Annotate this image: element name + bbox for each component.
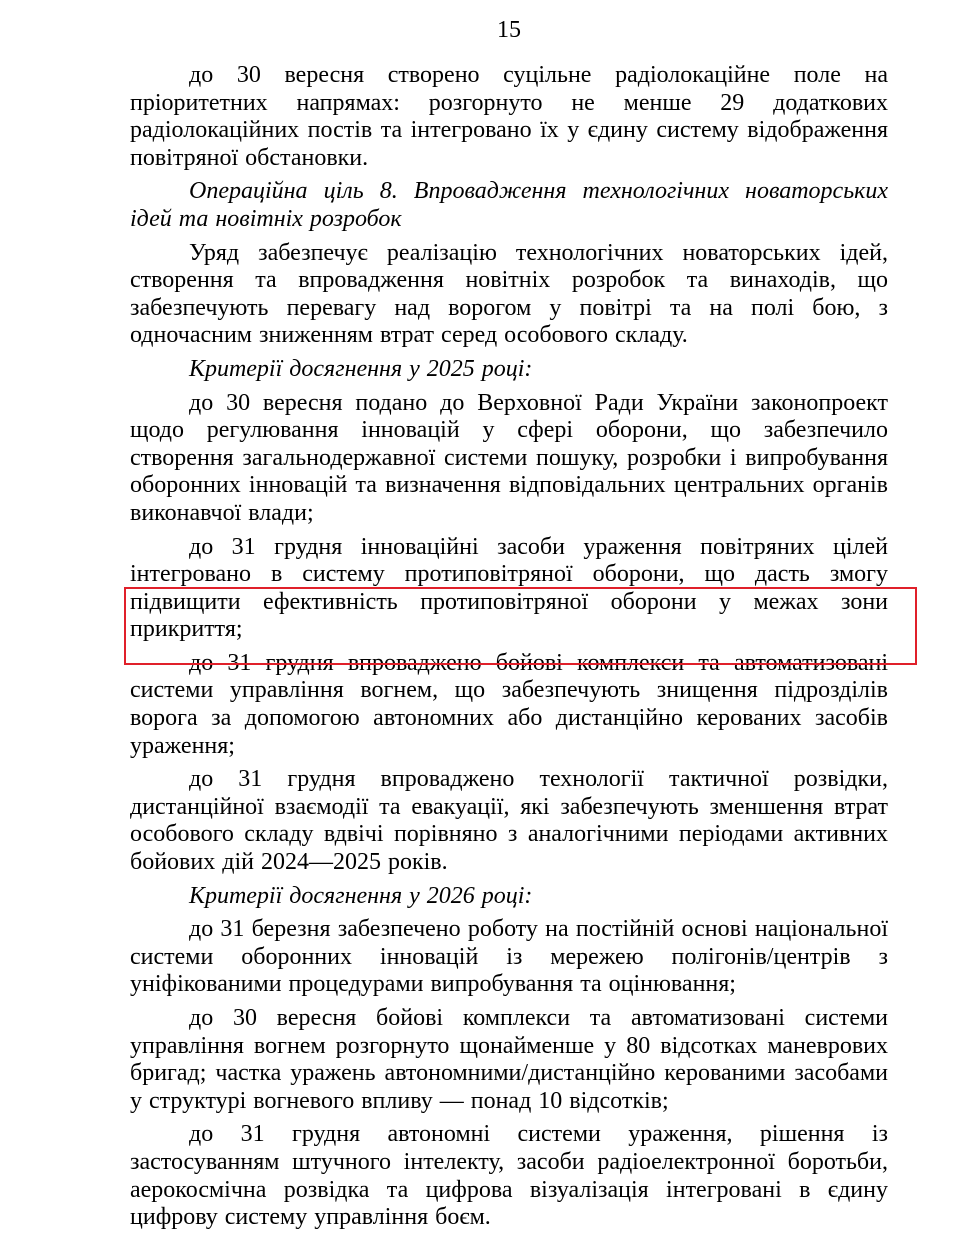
paragraph-innovation-bill: до 30 вересня подано до Верховної Ради України законопроект щодо регулювання інновацій у сфері оборони, що забезпечило створення загальнодержавної системи пошуку, розробки і випробування оборонних інновацій та визначення відповідальних центральних органів виконавчої влади; — [130, 389, 888, 526]
criteria-2025-heading: Критерії досягнення у 2025 році: — [189, 355, 533, 382]
paragraph-air-defense-integration: до 31 грудня інноваційні засоби ураження повітряних цілей інтегровано в систему протиповітряної оборони, що дасть змогу підвищити ефективність протиповітряної оборони у межах зони прикриття; — [130, 533, 888, 643]
page-number: 15 — [497, 17, 521, 43]
paragraph-digital-battle-management: до 31 грудня автономні системи ураження, рішення із застосуванням штучного інтелекту, засоби радіоелектронної боротьби, аерокосмічна розвідка та цифрова візуалізація інтегровані в єдину цифрову систему управління боєм. — [130, 1121, 888, 1231]
operational-goal-8-heading: Операційна ціль 8. Впровадження технологічних новаторських ідей та новітніх розробок — [130, 178, 888, 232]
paragraph-radar-field: до 30 вересня створено суцільне радіолокаційне поле на пріоритетних напрямах: розгорнуто не менше 29 додаткових радіолокаційних постів та інтегровано їх у єдину систему відображення повітряної обстановки. — [130, 62, 888, 171]
paragraph-government-innovation: Уряд забезпечує реалізацію технологічних новаторських ідей, створення та впровадження новітніх розробок та винаходів, що забезпечують перевагу над ворогом у повітрі та на полі бою, з одночасним зниженням втрат серед особового складу. — [130, 239, 888, 349]
paragraph-combat-complexes-highlighted: до 31 грудня впроваджено бойові комплекси та автоматизовані системи управління вогнем, що забезпечують знищення підрозділів ворога за допомогою автономних або дистанційно керованих засобів ураження; — [130, 649, 888, 759]
paragraph-tactical-reconnaissance: до 31 грудня впроваджено технології тактичної розвідки, дистанційної взаємодії та евакуації, які забезпечують зменшення втрат особового складу вдвічі порівняно з аналогічними періодами активних бойових дій 2024—2025 років. — [130, 766, 888, 876]
criteria-2026-heading: Критерії досягнення у 2026 році: — [189, 882, 533, 909]
paragraph-brigade-deployment: до 30 вересня бойові комплекси та автоматизовані системи управління вогнем розгорнуто щонайменше у 80 відсотках маневрових бригад; частка уражень автономними/дистанційно керованими засобами у структурі вогневого впливу — понад 10 відсотків; — [130, 1005, 888, 1114]
document-body — [130, 62, 888, 1238]
paragraph-national-innovation-system: до 31 березня забезпечено роботу на постійній основі національної системи оборонних інновацій із мережею полігонів/центрів з уніфікованими процедурами випробування та оцінювання; — [130, 916, 888, 998]
